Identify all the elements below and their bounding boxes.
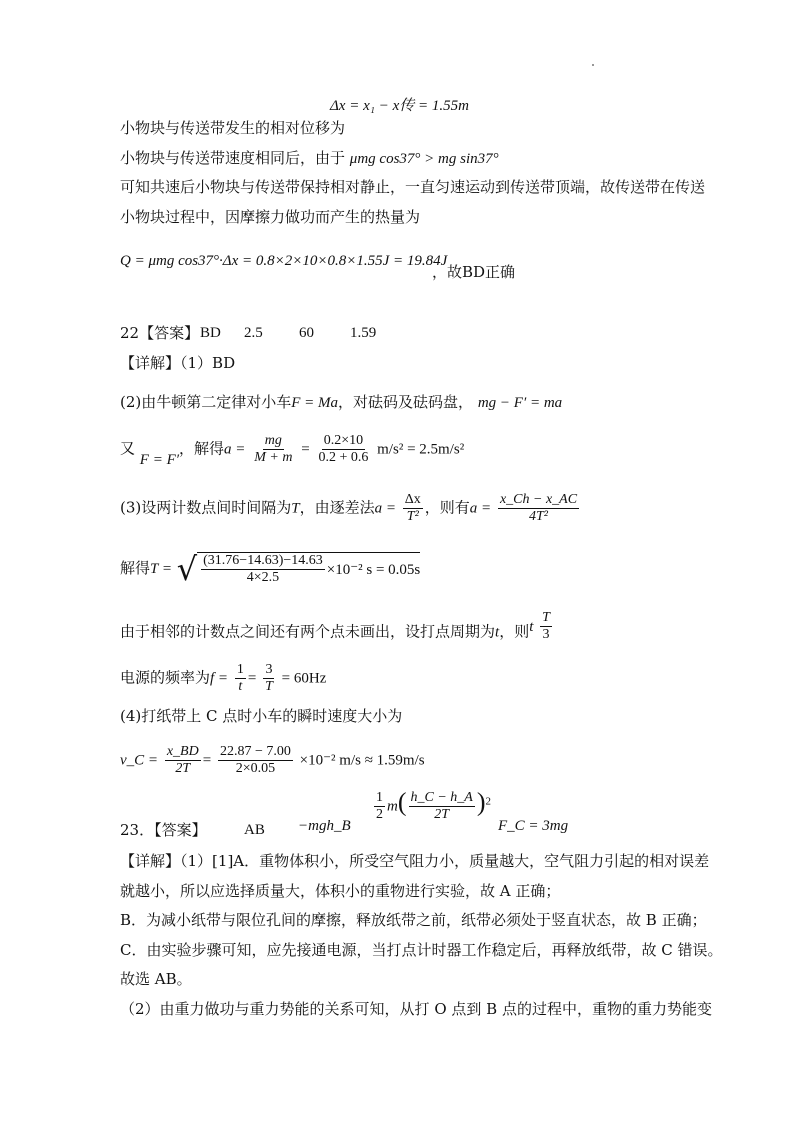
q23-detail-4: C．由实验步骤可知，应先接通电源，当打点计时器工作稳定后，再释放纸带，故 C 错误。 — [120, 941, 723, 959]
q22-step2b: 又 F = F′，解得a = $\frac{mg}{M + m}$ = $\frac{0.2\times 10}{0.2 + 0.6}$ m/s² = 2.5m/s² — [120, 433, 465, 468]
q22-step3b: 解得T = √ $\frac{(31.76-14.63)-14.63}{4\times 2.5}$ ×10⁻² s = 0.05s — [120, 550, 421, 588]
fraction: $\frac{mg}{M + m}$ — [254, 433, 293, 465]
heat-formula: Q = μmg cos37°·Δx = 0.8×2×10×0.8×1.55J = 19.84J — [120, 253, 448, 269]
detail-label: 【详解】 — [120, 354, 181, 372]
q23-detail-2: 就越小，所以应选择质量大，体积小的重物进行实验，故 A 正确； — [120, 882, 561, 900]
q22-answer-3: 60 — [299, 325, 314, 341]
fraction: $\frac{3}{T}$ — [265, 662, 273, 694]
q23-answer-3: $\frac{1}{2}$ m( $\frac{h\_C - h\_A}{2T}$ )$^2$ — [376, 787, 492, 822]
paragraph-line: 可知共速后小物块与传送带保持相对静止，一直匀速运动到传送带顶端，故传送带在传送 — [120, 178, 706, 196]
fraction: $\frac{T}{3}$ — [542, 610, 550, 642]
q23-detail-6: （2）由重力做功与重力势能的关系可知，从打 O 点到 B 点的过程中，重物的重力势能变 — [120, 1000, 712, 1018]
answer-label: 23．【答案】 — [120, 821, 207, 839]
q23-detail-1: 【详解】（1）[1]A．重物体积小，所受空气阻力小，质量越大，空气阻力引起的相对误差 — [120, 852, 710, 870]
detail-label: 【详解】 — [120, 852, 181, 870]
q23-answer-line — [120, 820, 207, 840]
square-root: √ $\frac{(31.76-14.63)-14.63}{4\times 2.5}$ ×10⁻² s = 0.05s — [176, 550, 421, 588]
same-speed-line: 小物块与传送带速度相同后，由于 μmg cos37° > mg sin37° — [120, 149, 499, 167]
friction-inequality: μmg cos37° > mg sin37° — [349, 151, 499, 167]
q23-answer-1: AB — [244, 822, 265, 838]
text: 小物块与传送带发生的相对位移为 — [120, 119, 346, 137]
q23-answer-2: −mgh_B — [298, 818, 351, 834]
q22-answer-1: BD — [200, 325, 221, 341]
corner-dot — [592, 64, 594, 66]
heat-formula-line — [120, 250, 447, 271]
q23-detail-3: B．为减小纸带与限位孔间的摩擦，释放纸带之前，纸带必须处于竖直状态，故 B 正确； — [120, 911, 707, 929]
q22-step3: (3)设两计数点间时间隔为T，由逐差法a = $\frac{\Delta x}{\text{T²}}$ ，则有a = $\frac{x\_Ch - x\_AC}{\text{4T²}}$ — [120, 492, 578, 524]
paragraph-line: 小物块过程中，因摩擦力做功而产生的热量为 — [120, 208, 421, 226]
q22-answer-2: 2.5 — [244, 325, 263, 341]
fraction: $\frac{22.87 - 7.00}{2\times 0.05}$ — [219, 744, 291, 776]
fraction: $\frac{x\_BD}{2T}$ — [166, 744, 199, 776]
fraction: $\frac{0.2\times 10}{0.2 + 0.6}$ — [318, 433, 369, 465]
conclusion: ，故BD正确 — [432, 263, 516, 281]
q22-step4-formula: v_C = $\frac{x\_BD}{2T}$ = $\frac{22.87 - 7.00}{2\times 0.05}$ ×10⁻² m/s ≈ 1.59m/s — [120, 744, 425, 776]
q22-step4: (4)打纸带上 C 点时小车的瞬时速度大小为 — [120, 707, 403, 725]
fraction: $\frac{\Delta x}{\text{T²}}$ — [404, 492, 421, 524]
q22-detail-line: 【详解】（1）BD — [120, 354, 236, 372]
fraction: $\frac{1}{t}$ — [236, 662, 244, 694]
q22-answer-line — [120, 323, 199, 343]
answer-label: 22【答案】 — [120, 324, 200, 342]
displacement-formula: Δx = x₁ − x传 = 1.55m — [330, 98, 469, 114]
relative-displacement-line — [120, 118, 345, 138]
q22-step3d: 电源的频率为f = $\frac{1}{t}$ = $\frac{3}{T}$ = 60Hz — [120, 662, 327, 694]
q22-step3c: 由于相邻的计数点之间还有两个点未画出，设打点周期为t，则t $\frac{T}{3}$ — [120, 610, 550, 642]
q23-answer-4: F_C = 3mg — [498, 818, 569, 834]
q23-detail-5: 故选 AB。 — [120, 970, 192, 988]
fraction: $\frac{x\_Ch - x\_AC}{\text{4T²}}$ — [499, 492, 578, 524]
q22-answer-4: 1.59 — [350, 325, 377, 341]
q22-step2: (2)由牛顿第二定律对小车F = Ma，对砝码及砝码盘， mg − F′ = ma — [120, 393, 563, 411]
